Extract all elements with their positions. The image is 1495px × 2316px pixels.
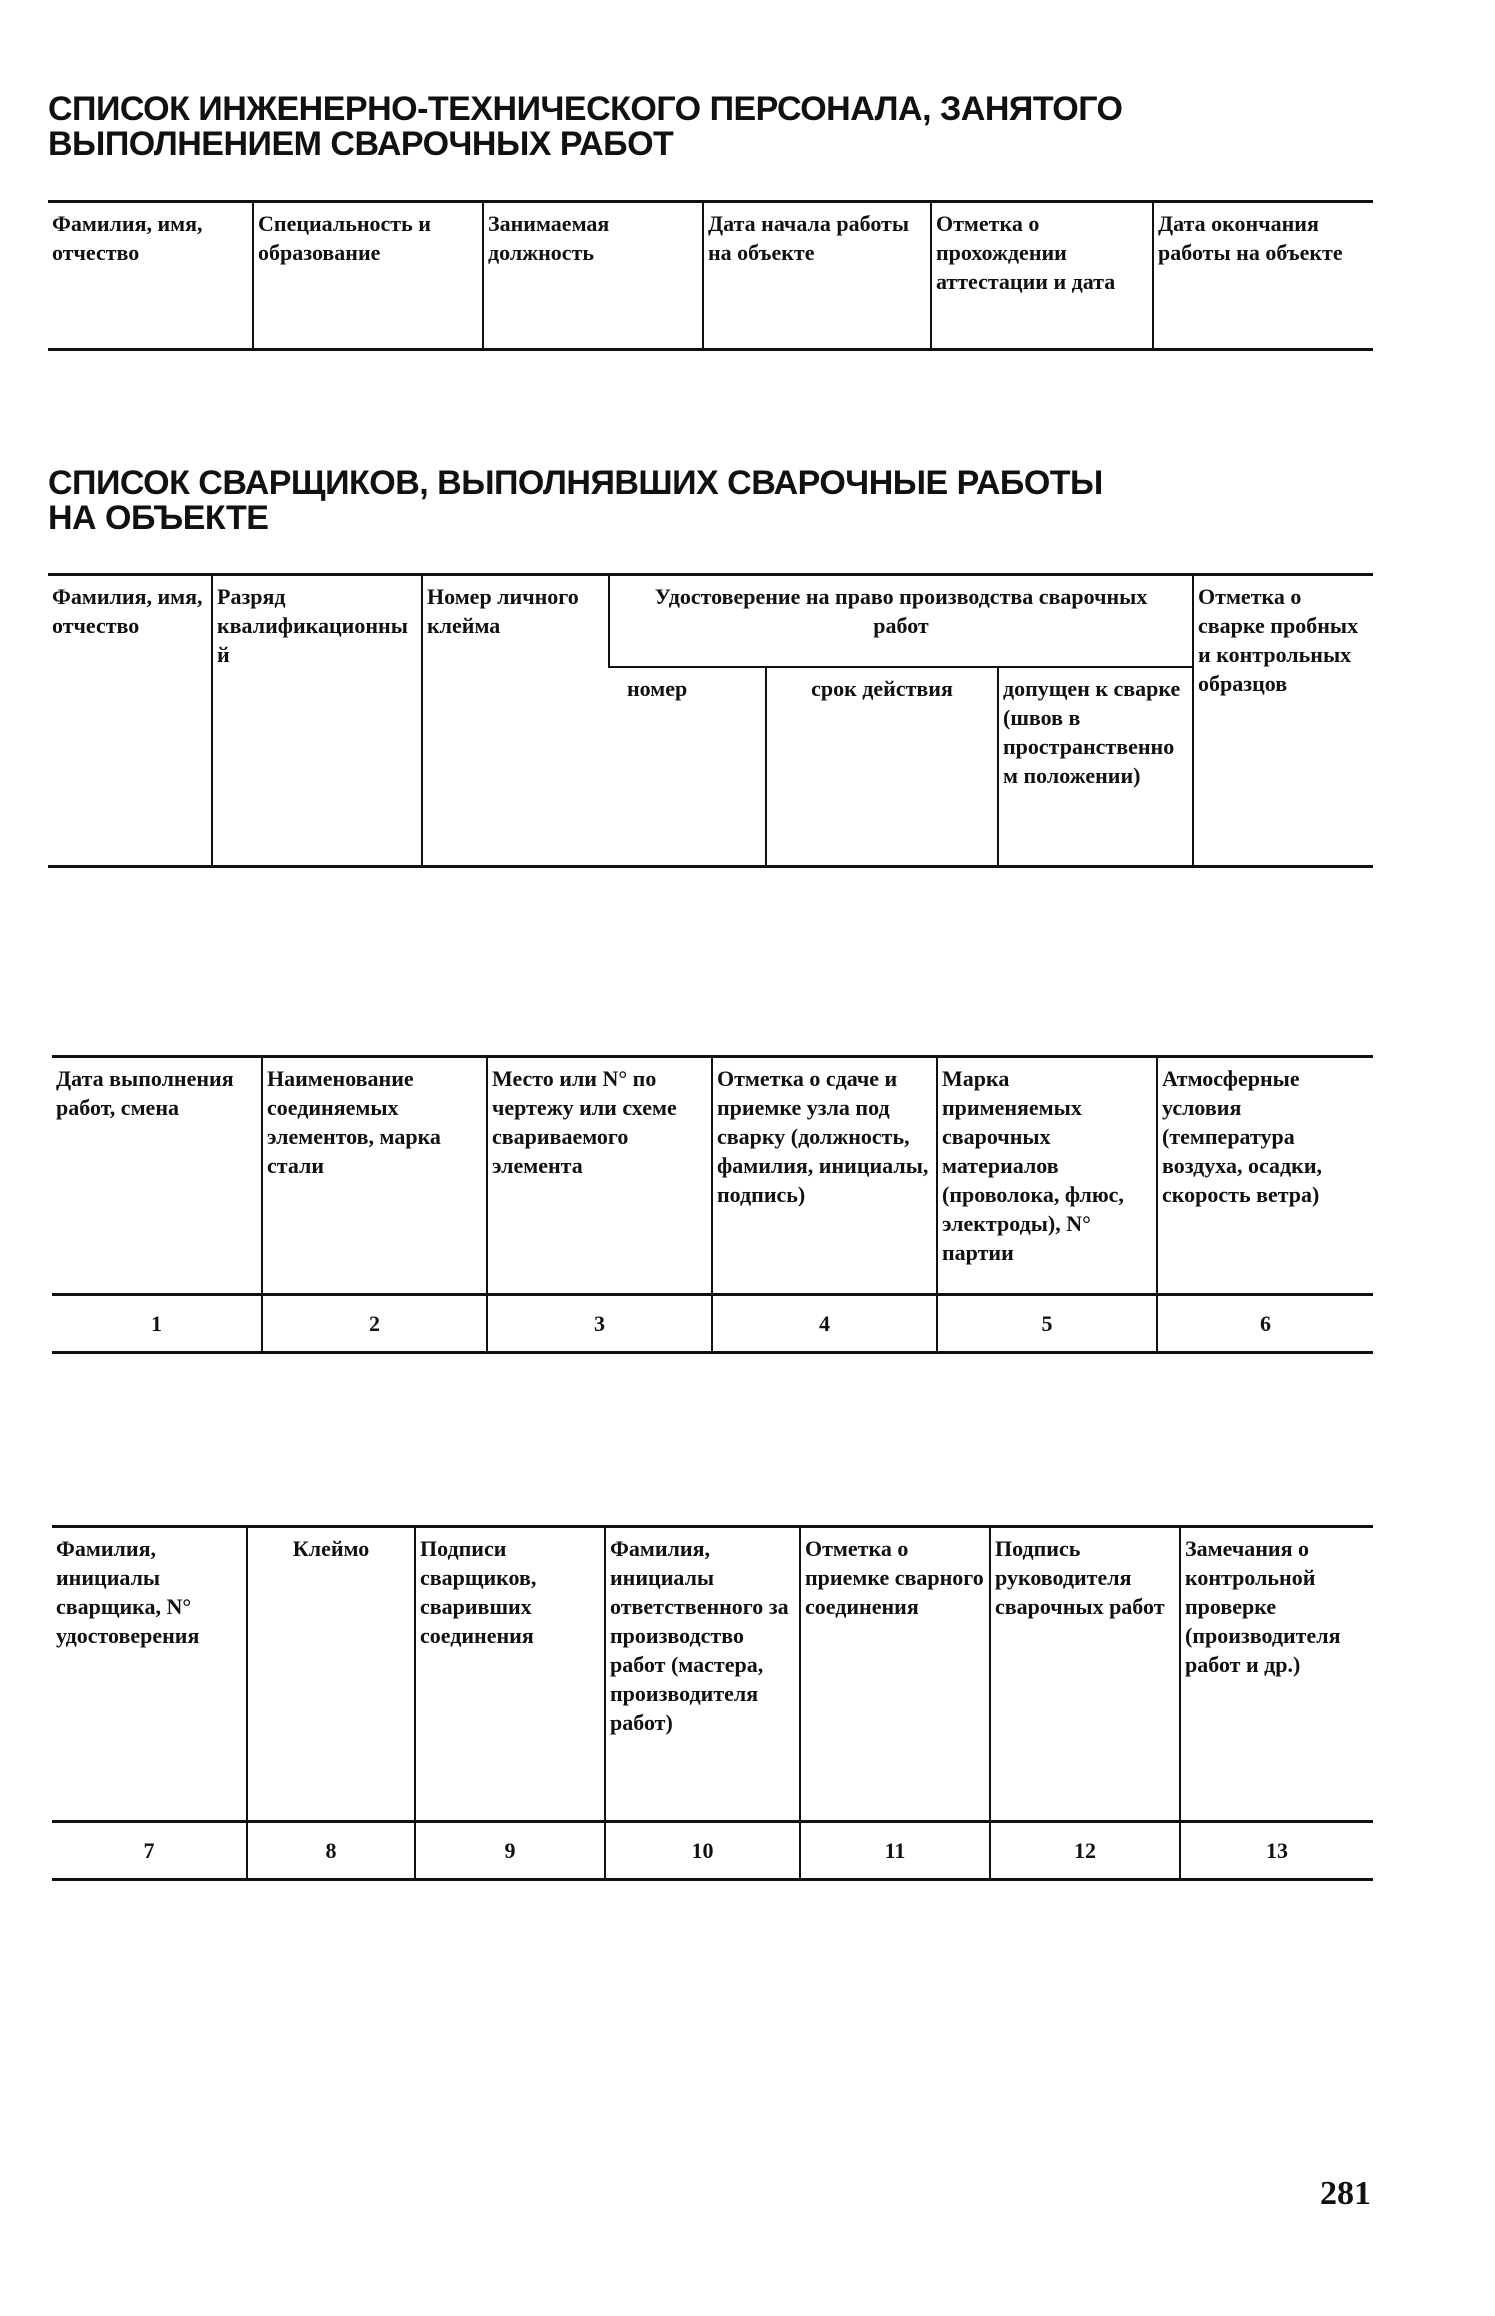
- column-number: 1: [52, 1295, 262, 1353]
- table2-title-line1: СПИСОК СВАРЩИКОВ, ВЫПОЛНЯВШИХ СВАРОЧНЫЕ РАБОТЫ: [48, 464, 1103, 502]
- header-cell: Замечания о контрольной проверке (производителя работ и др.): [1180, 1527, 1373, 1822]
- header-cell: Наименование соединяемых элементов, марка стали: [262, 1057, 487, 1295]
- table1-title-line1: СПИСОК ИНЖЕНЕРНО-ТЕХНИЧЕСКОГО ПЕРСОНАЛА, ЗАНЯТОГО: [48, 90, 1123, 128]
- engineering-staff-table: [48, 200, 1373, 351]
- welding-log-table-part2: [52, 1525, 1373, 1881]
- header-cell: Фамилия, имя, отчество: [48, 575, 212, 867]
- header-cell: Клеймо: [247, 1527, 415, 1822]
- header-cell: Фамилия, инициалы ответственного за производство работ (мастера, производителя работ): [605, 1527, 800, 1822]
- header-cell: Дата выполнения работ, смена: [52, 1057, 262, 1295]
- header-cell: Фамилия, имя, отчество: [48, 202, 253, 350]
- header-cell: Подпись руководителя сварочных работ: [990, 1527, 1180, 1822]
- header-cell: Номер личного клейма: [422, 575, 609, 867]
- column-number: 10: [605, 1822, 800, 1880]
- column-number: 9: [415, 1822, 605, 1880]
- column-number: 4: [712, 1295, 937, 1353]
- table2-title-line2: НА ОБЪЕКТЕ: [48, 499, 269, 537]
- header-cell-certificate: Удостоверение на право производства сварочных работ: [609, 575, 1193, 667]
- header-cell: Разряд квалификационный: [212, 575, 422, 867]
- header-cell: Отметка о прохождении аттестации и дата: [931, 202, 1153, 350]
- column-number: 13: [1180, 1822, 1373, 1880]
- header-cell: Фамилия, инициалы сварщика, N° удостоверения: [52, 1527, 247, 1822]
- header-cell: Марка применяемых сварочных материалов (проволока, флюс, электроды), N° партии: [937, 1057, 1157, 1295]
- welders-table: [48, 573, 1373, 868]
- header-cell: Место или N° по чертежу или схеме свариваемого элемента: [487, 1057, 712, 1295]
- header-cell: Занимаемая должность: [483, 202, 703, 350]
- table1-title: [48, 92, 1122, 162]
- column-number: 5: [937, 1295, 1157, 1353]
- header-cell: Подписи сварщиков, сваривших соединения: [415, 1527, 605, 1822]
- subheader-cell: допущен к сварке (швов в пространственном положении): [998, 667, 1193, 867]
- column-number: 12: [990, 1822, 1180, 1880]
- table2-title: [48, 466, 1103, 536]
- subheader-cell: срок действия: [766, 667, 998, 867]
- welding-log-table-part1: [52, 1055, 1373, 1354]
- header-cell: Отметка о сдаче и приемке узла под сварку (должность, фамилия, инициалы, подпись): [712, 1057, 937, 1295]
- header-cell: Специальность и образование: [253, 202, 483, 350]
- header-cell: Отметка о сварке пробных и контрольных образцов: [1193, 575, 1373, 867]
- table1-title-line2: ВЫПОЛНЕНИЕМ СВАРОЧНЫХ РАБОТ: [48, 125, 674, 163]
- column-number: 6: [1157, 1295, 1373, 1353]
- page-number: 281: [1320, 2175, 1371, 2212]
- header-cell: Отметка о приемке сварного соединения: [800, 1527, 990, 1822]
- column-number: 8: [247, 1822, 415, 1880]
- header-cell: Дата начала работы на объекте: [703, 202, 931, 350]
- column-number: 2: [262, 1295, 487, 1353]
- header-cell: Дата окончания работы на объекте: [1153, 202, 1373, 350]
- header-cell: Атмосферные условия (температура воздуха, осадки, скорость ветра): [1157, 1057, 1373, 1295]
- column-number: 3: [487, 1295, 712, 1353]
- subheader-cell: номер: [609, 667, 766, 867]
- column-number: 11: [800, 1822, 990, 1880]
- column-number: 7: [52, 1822, 247, 1880]
